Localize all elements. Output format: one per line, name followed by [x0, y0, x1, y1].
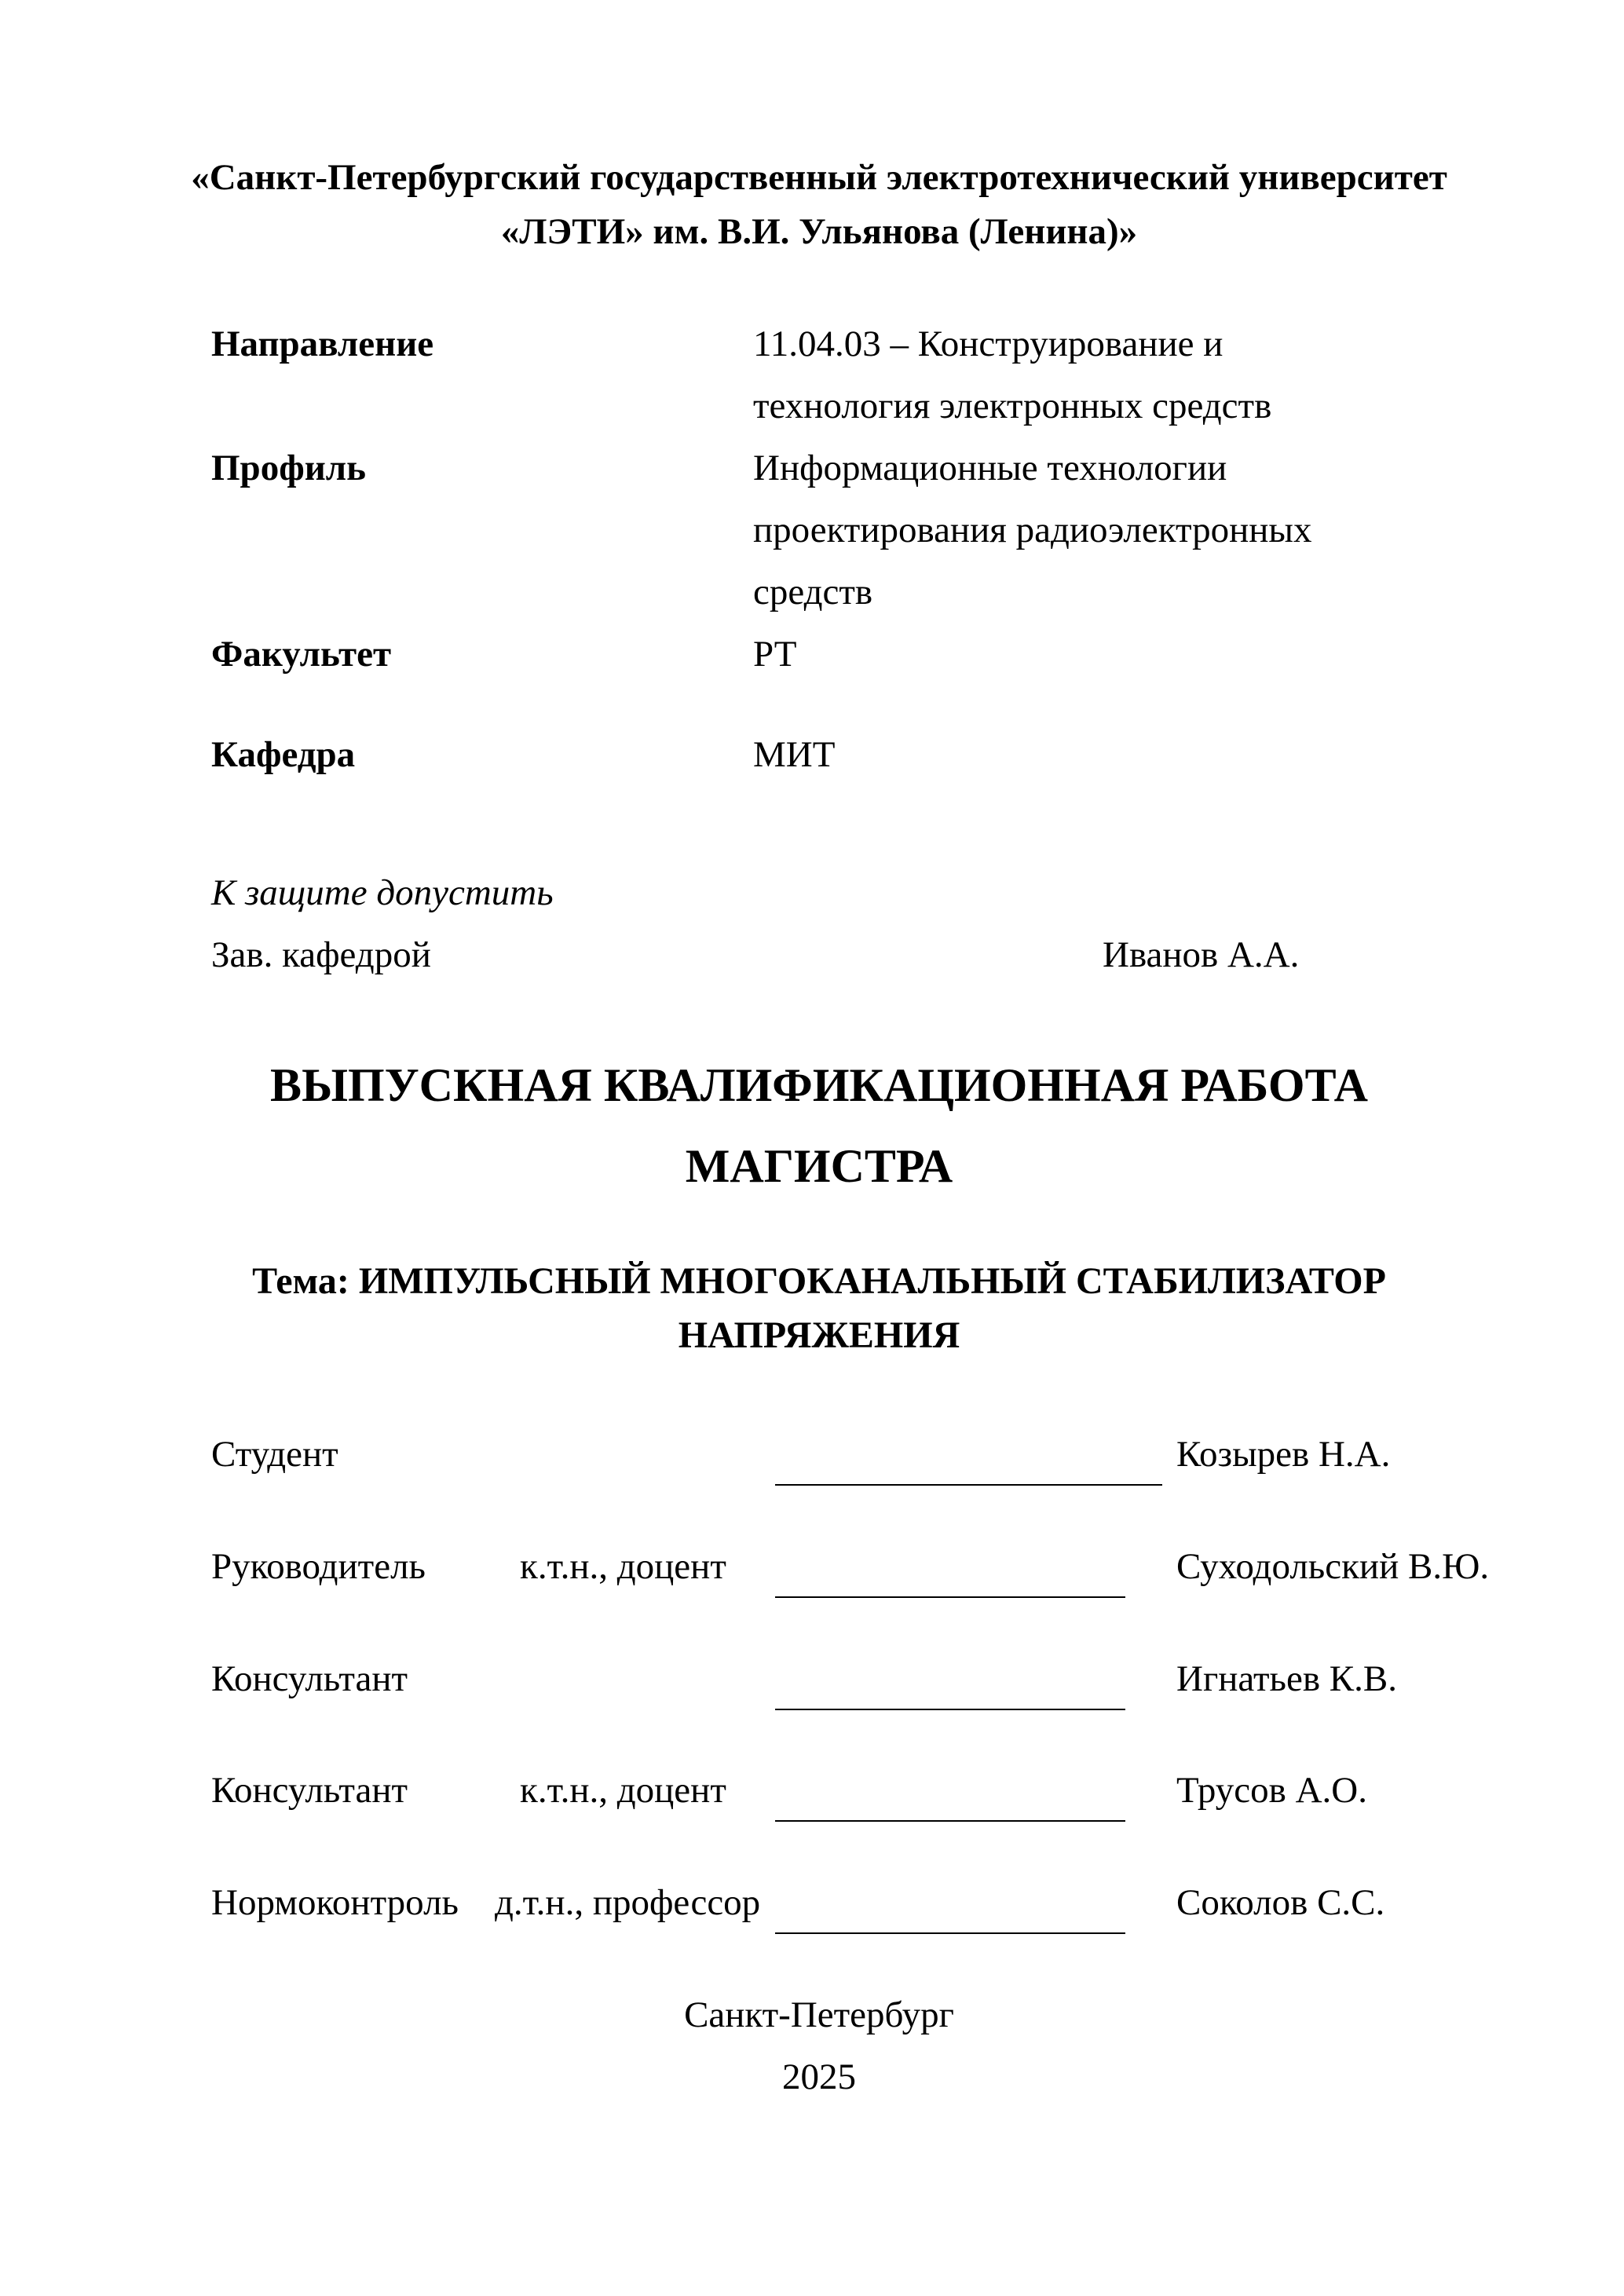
admit-to-defense: К защите допустить [211, 872, 554, 913]
signature-role: Студент [211, 1434, 338, 1475]
signature-name: Козырев Н.А. [1176, 1434, 1391, 1475]
work-title-line-1: ВЫПУСКНАЯ КВАЛИФИКАЦИОННАЯ РАБОТА [270, 1059, 1368, 1111]
direction-value-1: 11.04.03 – Конструирование и [753, 324, 1223, 364]
theme-line-2: НАПРЯЖЕНИЯ [678, 1314, 960, 1356]
faculty-label: Факультет [211, 634, 392, 675]
signature-line [775, 1932, 1125, 1934]
work-title-line-2: МАГИСТРА [685, 1140, 953, 1192]
profile-value-1: Информационные технологии [753, 448, 1227, 488]
signature-name: Трусов А.О. [1176, 1770, 1367, 1811]
signature-degree: к.т.н., доцент [520, 1770, 726, 1811]
department-value: МИТ [753, 734, 836, 775]
profile-value-2: проектирования радиоэлектронных [753, 510, 1312, 550]
signature-name: Суходольский В.Ю. [1176, 1546, 1490, 1587]
signature-name: Соколов С.С. [1176, 1882, 1385, 1923]
signature-line [775, 1484, 1162, 1486]
profile-label: Профиль [211, 448, 367, 488]
signature-role: Консультант [211, 1658, 408, 1699]
signature-role: Консультант [211, 1770, 408, 1811]
signature-line [775, 1596, 1125, 1598]
theme-line-1: Тема: ИМПУЛЬСНЫЙ МНОГОКАНАЛЬНЫЙ СТАБИЛИЗАТОР [252, 1260, 1386, 1302]
signature-line [775, 1709, 1125, 1710]
direction-label: Направление [211, 324, 434, 364]
signature-degree: к.т.н., доцент [520, 1546, 726, 1587]
signature-name: Игнатьев К.В. [1176, 1658, 1397, 1699]
head-of-department-name: Иванов А.А. [1103, 934, 1300, 975]
footer-city: Санкт-Петербург [684, 1994, 954, 2035]
signature-role: Руководитель [211, 1546, 426, 1587]
department-label: Кафедра [211, 734, 356, 775]
university-name-line-2: «ЛЭТИ» им. В.И. Ульянова (Ленина)» [500, 211, 1138, 252]
university-name-line-1: «Санкт-Петербургский государственный электротехнический университет [191, 157, 1447, 198]
direction-value-2: технология электронных средств [753, 386, 1272, 426]
head-of-department-label: Зав. кафедрой [211, 934, 431, 975]
signature-line [775, 1820, 1125, 1822]
signature-degree: д.т.н., профессор [495, 1882, 761, 1923]
faculty-value: РТ [753, 634, 797, 675]
signature-role: Нормоконтроль [211, 1882, 459, 1923]
footer-year: 2025 [782, 2057, 856, 2097]
profile-value-3: средств [753, 572, 873, 612]
